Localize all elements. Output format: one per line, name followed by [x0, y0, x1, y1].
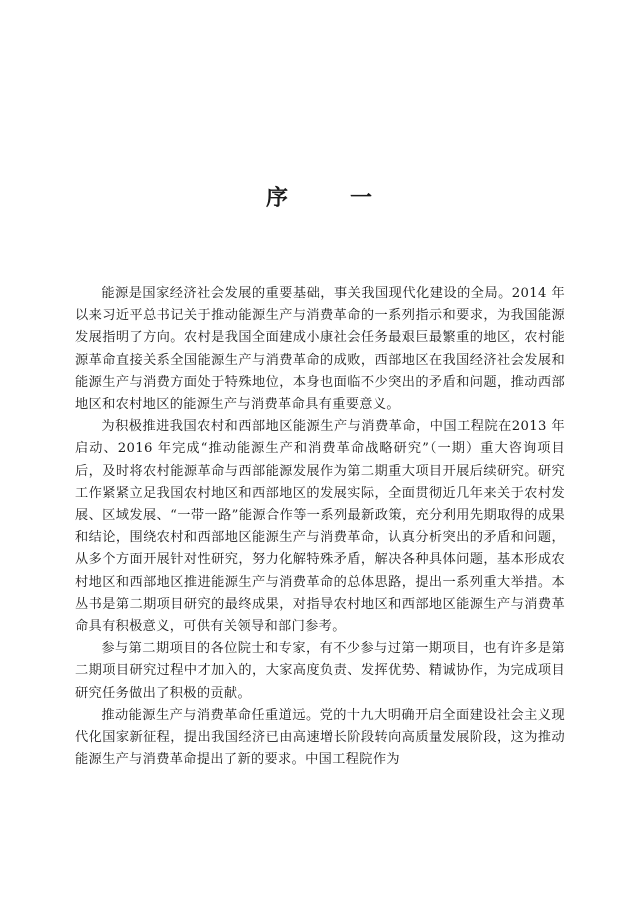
- title-char-1: 序: [265, 185, 288, 211]
- title-char-2: 一: [350, 185, 373, 211]
- paragraph-1: 能源是国家经济社会发展的重要基础，事关我国现代化建设的全局。2014 年以来习近平总书记关于推动能源生产与消费革命的一系列指示和要求，为我国能源发展指明了方向。农村是我国全面建成小康社会任务最艰巨最繁重的地区，农村能源革命直接关系全国能源生产与消费革命的成败，西部地区在我国经济社会发展和能源生产与消费方面处于特殊地位，本身也面临不少突出的矛盾和问题，推动西部地区和农村地区的能源生产与消费革命具有重要意义。: [75, 286, 565, 413]
- paragraph-2: 为积极推进我国农村和西部地区能源生产与消费革命，中国工程院在2013 年启动、2016 年完成“推动能源生产和消费革命战略研究”（一期）重大咨询项目后，及时将农村能源革命与西部能源发展作为第二期重大项目开展后续研究。研究工作紧紧立足我国农村地区和西部地区的发展实际，全面贯彻近几年来关于农村发展、区域发展、“一带一路”能源合作等一系列最新政策，充分利用先期取得的成果和结论，围绕农村和西部地区能源生产与消费革命，认真分析突出的矛盾和问题，从多个方面开展针对性研究，努力化解特殊矛盾，解决各种具体问题，基本形成农村地区和西部地区推进能源生产与消费革命的总体思路，提出一系列重大举措。本丛书是第二期项目研究的最终成果，对指导农村地区和西部地区能源生产与消费革命具有积极意义，可供有关领导和部门参考。: [75, 419, 565, 635]
- page-title: [0, 183, 638, 213]
- body-text: [75, 283, 565, 771]
- paragraph-4: 推动能源生产与消费革命任重道远。党的十九大明确开启全面建设社会主义现代化国家新征程，提出我国经济已由高速增长阶段转向高质量发展阶段，这为推动能源生产与消费革命提出了新的要求。中国工程院作为: [75, 707, 565, 768]
- paragraph-3: 参与第二期项目的各位院士和专家，有不少参与过第一期项目，也有许多是第二期项目研究过程中才加入的，大家高度负责、发挥优势、精诚协作，为完成项目研究任务做出了积极的贡献。: [75, 641, 565, 701]
